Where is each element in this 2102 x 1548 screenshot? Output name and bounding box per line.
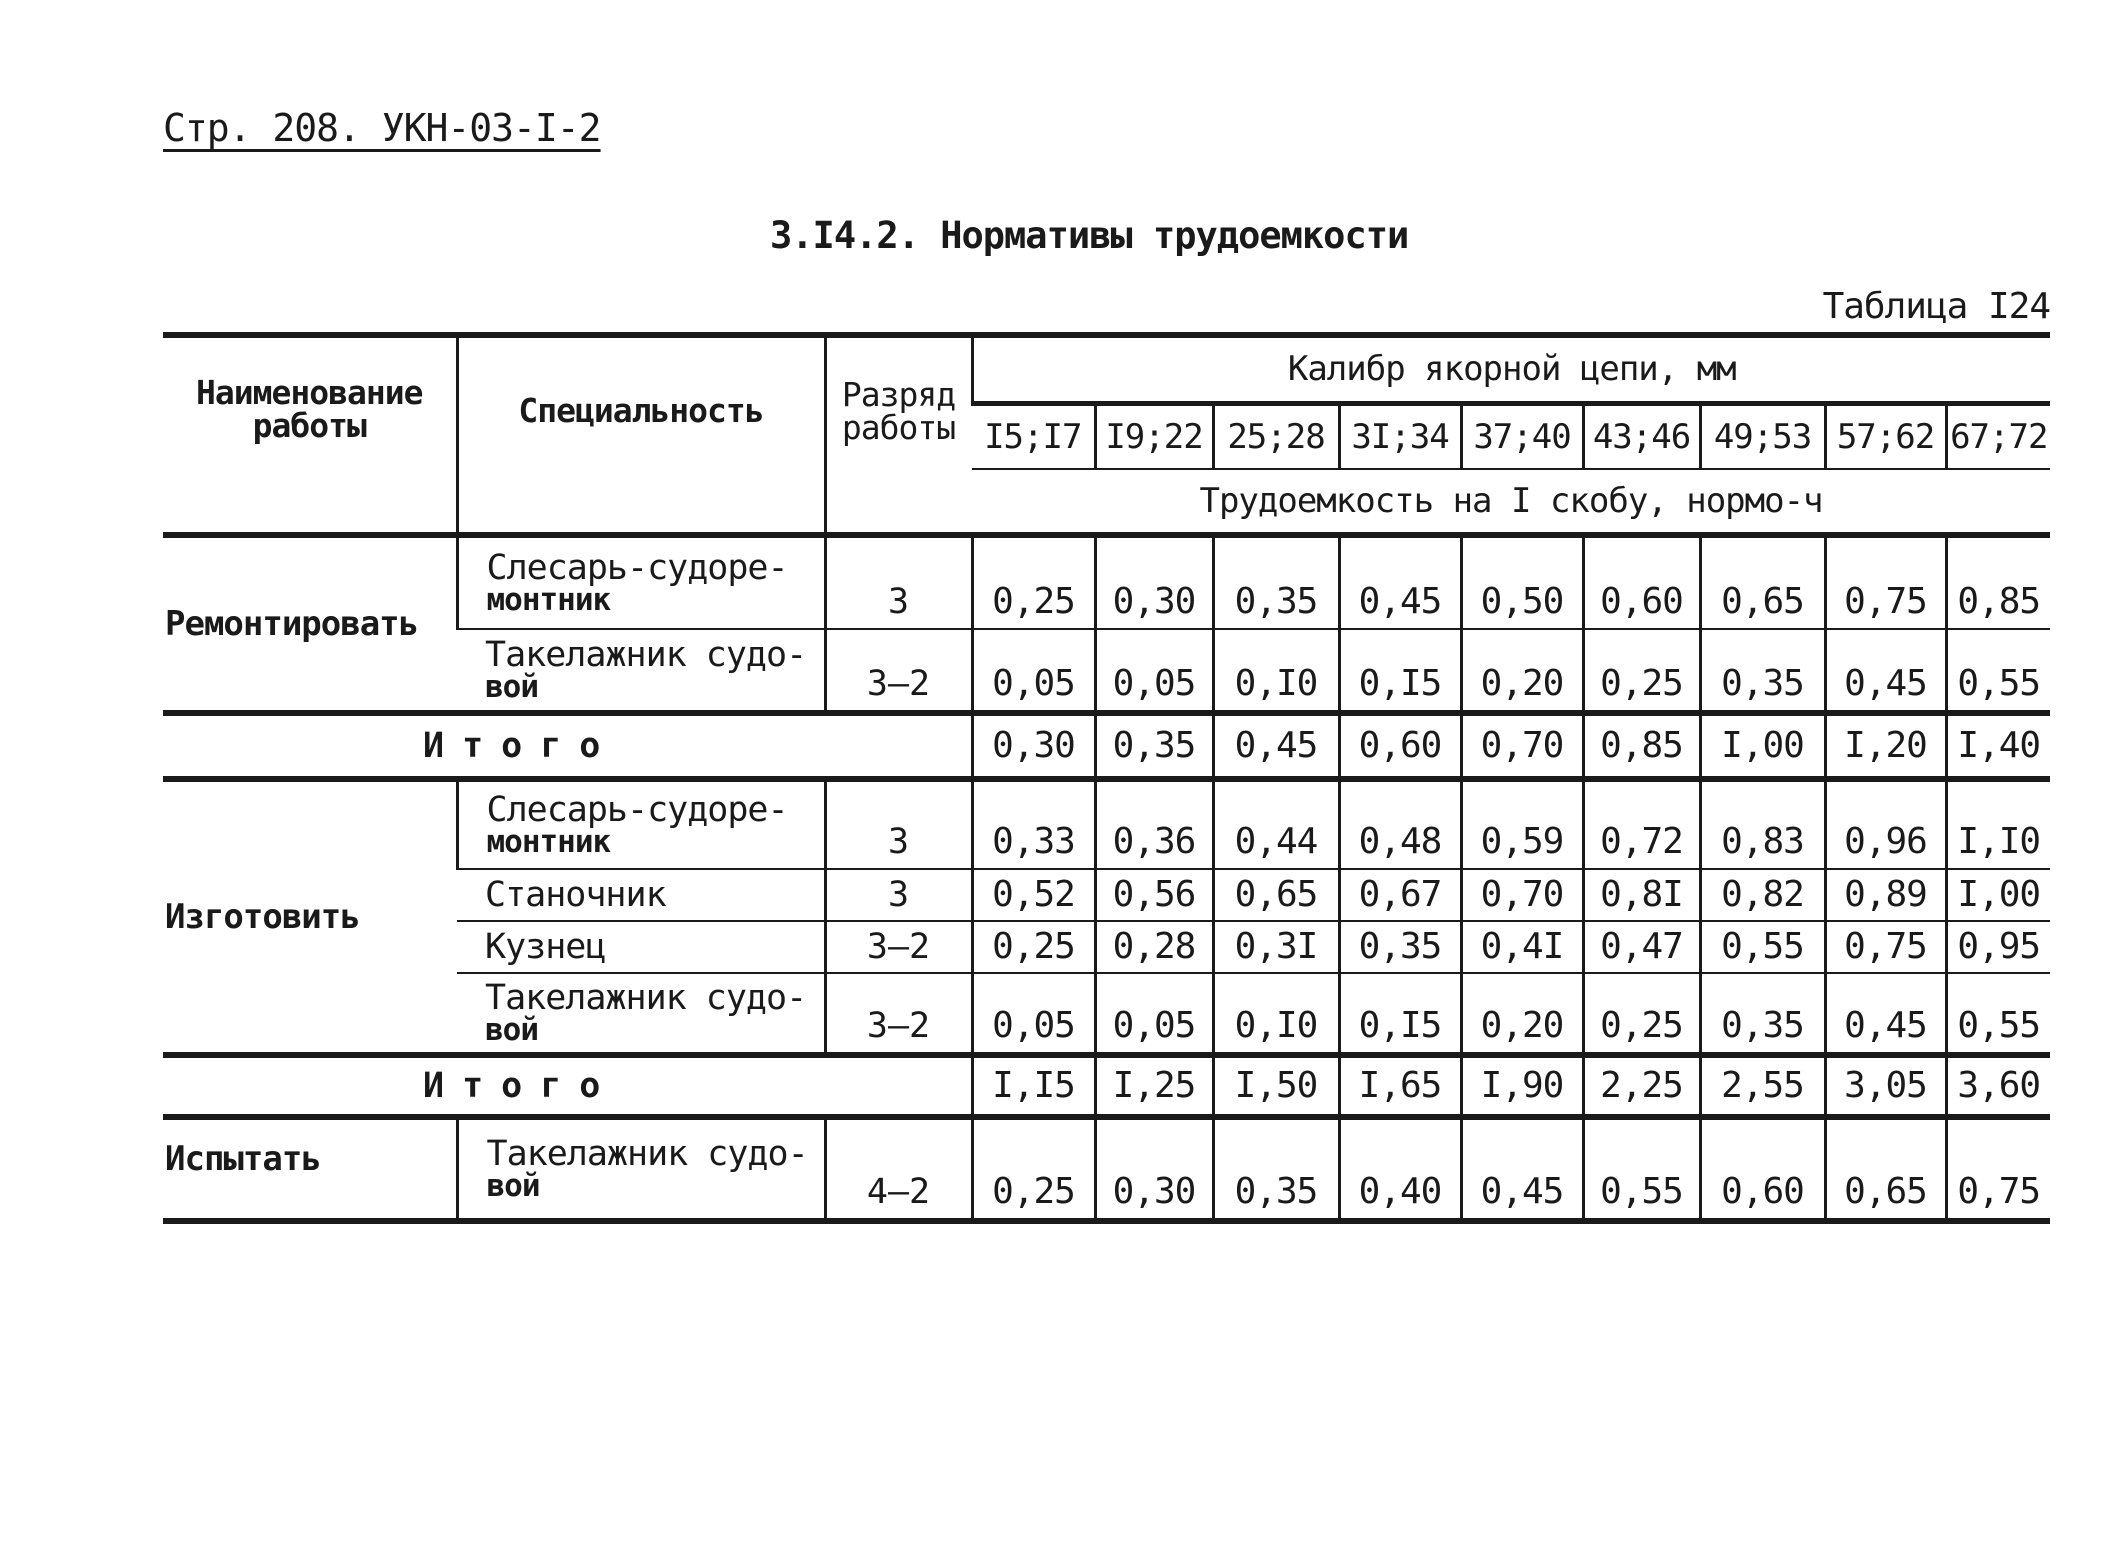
value-cell: 0,30 [1095, 1117, 1213, 1221]
section-title: 3.I4.2. Нормативы трудоемкости [770, 214, 1409, 257]
grade-cell: 3–2 [825, 629, 972, 713]
value-cell: 0,20 [1461, 629, 1583, 713]
calibre-5: 37;40 [1461, 403, 1583, 469]
work-name-manufacture: Изготовить [163, 779, 457, 1055]
grade-cell: 3 [825, 535, 972, 629]
total-value-cell: I,65 [1339, 1055, 1461, 1117]
grade-cell: 3–2 [825, 973, 972, 1055]
total-value-cell: I,25 [1095, 1055, 1213, 1117]
value-cell: 0,33 [972, 779, 1095, 869]
total-value-cell: 0,70 [1461, 713, 1583, 779]
value-cell: 0,05 [1095, 973, 1213, 1055]
value-cell: 0,45 [1461, 1117, 1583, 1221]
calibre-3: 25;28 [1213, 403, 1339, 469]
total-row [163, 713, 2050, 779]
value-cell: 0,36 [1095, 779, 1213, 869]
value-cell: 0,50 [1461, 535, 1583, 629]
work-name-repair: Ремонтировать [163, 535, 457, 713]
value-cell: 0,20 [1461, 973, 1583, 1055]
value-cell: 0,I0 [1213, 629, 1339, 713]
table-row [163, 1117, 2050, 1221]
specialty-cell [457, 535, 825, 629]
calibre-2: I9;22 [1095, 403, 1213, 469]
value-cell: 0,25 [972, 1117, 1095, 1221]
grade-cell: 3–2 [825, 921, 972, 973]
value-cell: 0,70 [1461, 869, 1583, 921]
header-labor-caption: Трудоемкость на I скобу, нормо-ч [1199, 480, 1823, 521]
value-cell: 0,59 [1461, 779, 1583, 869]
value-cell: 0,35 [1213, 535, 1339, 629]
value-cell: 0,96 [1825, 779, 1946, 869]
header-labor-caption-cell [972, 469, 2050, 535]
specialty-line-1: Такелажник судо- [486, 1133, 808, 1174]
specialty-cell [457, 779, 825, 869]
total-value-cell: 0,35 [1095, 713, 1213, 779]
value-cell: 0,40 [1339, 1117, 1461, 1221]
value-cell: 0,85 [1946, 535, 2050, 629]
header-grade: Разряд работы [841, 375, 956, 447]
value-cell: 0,89 [1825, 869, 1946, 921]
value-cell: 0,25 [972, 921, 1095, 973]
value-cell: 0,48 [1339, 779, 1461, 869]
grade-cell: 4–2 [825, 1117, 972, 1221]
specialty-line-1: Слесарь-судоре- [486, 547, 788, 588]
header-specialty-cell [457, 335, 825, 535]
total-value-cell: 2,25 [1583, 1055, 1700, 1117]
value-cell: 0,35 [1339, 921, 1461, 973]
value-cell: 0,8I [1583, 869, 1700, 921]
value-cell: 0,95 [1946, 921, 2050, 973]
value-cell: 0,35 [1700, 629, 1825, 713]
total-row [163, 1055, 2050, 1117]
total-value-cell: I,00 [1700, 713, 1825, 779]
calibre-6: 43;46 [1583, 403, 1700, 469]
total-label: Итого [163, 1055, 972, 1117]
total-value-cell: I,I5 [972, 1055, 1095, 1117]
value-cell: 0,55 [1946, 629, 2050, 713]
value-cell: 0,I5 [1339, 629, 1461, 713]
value-cell: 0,45 [1825, 973, 1946, 1055]
total-value-cell: 0,45 [1213, 713, 1339, 779]
calibre-4: 3I;34 [1339, 403, 1461, 469]
value-cell: 0,3I [1213, 921, 1339, 973]
value-cell: I,I0 [1946, 779, 2050, 869]
specialty-cell [457, 973, 825, 1055]
header-work-name: Наименование работы [196, 373, 423, 445]
work-name-test: Испытать [163, 1117, 457, 1221]
table-row [163, 535, 2050, 629]
labor-norms-table-container [163, 332, 2050, 1224]
specialty-line-2: вой [485, 1011, 538, 1048]
value-cell: 0,05 [1095, 629, 1213, 713]
value-cell: 0,25 [972, 535, 1095, 629]
value-cell: 0,I5 [1339, 973, 1461, 1055]
value-cell: 0,75 [1825, 921, 1946, 973]
header-specialty: Специальность [518, 391, 764, 430]
header-grade-cell [825, 335, 972, 535]
total-value-cell: 0,85 [1583, 713, 1700, 779]
value-cell: 0,55 [1700, 921, 1825, 973]
value-cell: 0,30 [1095, 535, 1213, 629]
value-cell: 0,65 [1213, 869, 1339, 921]
total-value-cell: 0,60 [1339, 713, 1461, 779]
calibre-7: 49;53 [1700, 403, 1825, 469]
specialty-cell [457, 921, 825, 973]
value-cell: 0,35 [1213, 1117, 1339, 1221]
specialty-line-2: вой [485, 668, 538, 705]
header-calibre-caption: Калибр якорной цепи, мм [1287, 348, 1736, 389]
value-cell: 0,60 [1583, 535, 1700, 629]
total-value-cell: 3,60 [1946, 1055, 2050, 1117]
total-value-cell: I,20 [1825, 713, 1946, 779]
value-cell: 0,05 [972, 629, 1095, 713]
calibre-1: I5;I7 [972, 403, 1095, 469]
value-cell: 0,47 [1583, 921, 1700, 973]
specialty-line-1: Станочник [485, 874, 666, 915]
value-cell: 0,72 [1583, 779, 1700, 869]
value-cell: 0,45 [1339, 535, 1461, 629]
value-cell: 0,55 [1946, 973, 2050, 1055]
calibre-9: 67;72 [1946, 403, 2050, 469]
value-cell: 0,55 [1583, 1117, 1700, 1221]
value-cell: I,00 [1946, 869, 2050, 921]
value-cell: 0,45 [1825, 629, 1946, 713]
grade-cell: 3 [825, 779, 972, 869]
value-cell: 0,82 [1700, 869, 1825, 921]
specialty-cell [457, 1117, 825, 1221]
value-cell: 0,60 [1700, 1117, 1825, 1221]
value-cell: 0,4I [1461, 921, 1583, 973]
total-value-cell: 0,30 [972, 713, 1095, 779]
specialty-line-1: Кузнец [485, 926, 606, 967]
value-cell: 0,I0 [1213, 973, 1339, 1055]
total-value-cell: I,50 [1213, 1055, 1339, 1117]
total-value-cell: 3,05 [1825, 1055, 1946, 1117]
labor-norms-table [163, 332, 2050, 1224]
value-cell: 0,67 [1339, 869, 1461, 921]
value-cell: 0,05 [972, 973, 1095, 1055]
value-cell: 0,56 [1095, 869, 1213, 921]
value-cell: 0,75 [1825, 535, 1946, 629]
page-reference: Стр. 208. УКН-03-I-2 [163, 106, 601, 150]
total-value-cell: I,90 [1461, 1055, 1583, 1117]
header-row-1 [163, 335, 2050, 403]
table-number-label: Таблица I24 [1822, 286, 2050, 327]
specialty-line-1: Такелажник судо- [485, 977, 807, 1018]
total-label: Итого [163, 713, 972, 779]
value-cell: 0,65 [1700, 535, 1825, 629]
specialty-cell [457, 629, 825, 713]
header-work-name-cell [163, 335, 457, 535]
header-calibre-caption-cell [972, 335, 2050, 403]
calibre-8: 57;62 [1825, 403, 1946, 469]
value-cell: 0,25 [1583, 973, 1700, 1055]
value-cell: 0,28 [1095, 921, 1213, 973]
value-cell: 0,35 [1700, 973, 1825, 1055]
specialty-line-2: вой [486, 1167, 540, 1204]
value-cell: 0,83 [1700, 779, 1825, 869]
specialty-line-2: монтник [486, 823, 611, 860]
specialty-line-2: монтник [486, 581, 611, 618]
specialty-cell [457, 869, 825, 921]
grade-cell: 3 [825, 869, 972, 921]
value-cell: 0,44 [1213, 779, 1339, 869]
value-cell: 0,52 [972, 869, 1095, 921]
table-row [163, 779, 2050, 869]
specialty-line-1: Такелажник судо- [485, 634, 807, 675]
total-value-cell: I,40 [1946, 713, 2050, 779]
specialty-line-1: Слесарь-судоре- [486, 789, 788, 830]
value-cell: 0,75 [1946, 1117, 2050, 1221]
value-cell: 0,65 [1825, 1117, 1946, 1221]
value-cell: 0,25 [1583, 629, 1700, 713]
total-value-cell: 2,55 [1700, 1055, 1825, 1117]
